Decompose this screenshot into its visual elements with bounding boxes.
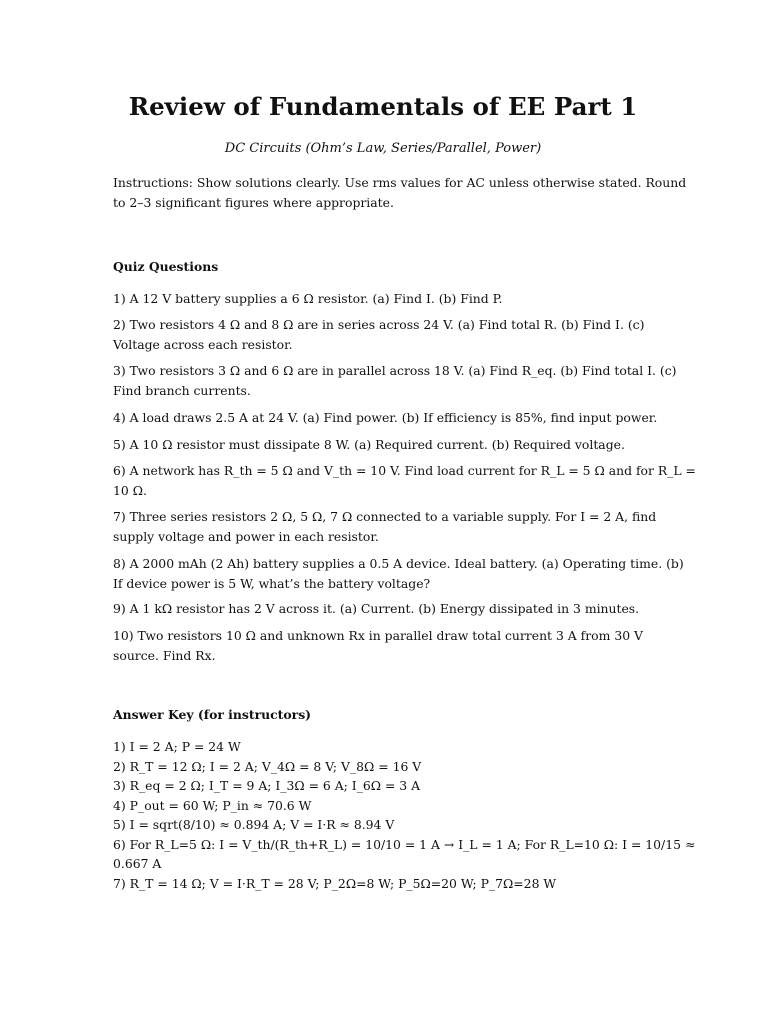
question-9 (113, 599, 653, 619)
question-line: 10 Ω. (113, 482, 147, 498)
question-line: 1) A 12 V battery supplies a 6 Ω resistor. (a) Find I. (b) Find P. (113, 291, 503, 306)
quiz-heading: Quiz Questions (113, 259, 219, 274)
question-line: Voltage across each resistor. (113, 336, 293, 352)
question-line: 4) A load draws 2.5 A at 24 V. (a) Find power. (b) If efficiency is 85%, find input power. (113, 410, 658, 425)
question-7 (113, 507, 657, 546)
question-line: source. Find Rx. (113, 647, 216, 663)
answer-line: 5) I = sqrt(8/10) ≈ 0.894 A; V = I·R ≈ 8.94 V (113, 817, 395, 832)
question-2 (113, 315, 653, 354)
question-line: 3) Two resistors 3 Ω and 6 Ω are in parallel across 18 V. (a) Find R_eq. (b) Find total I. (c) (113, 363, 677, 378)
answer-line: 0.667 A (113, 856, 162, 871)
question-3 (113, 361, 677, 400)
question-line: 9) A 1 kΩ resistor has 2 V across it. (a) Current. (b) Energy dissipated in 3 minutes. (113, 601, 640, 616)
question-line: 7) Three series resistors 2 Ω, 5 Ω, 7 Ω connected to a variable supply. For I = 2 A, find (113, 509, 657, 524)
answer-line: 4) P_out = 60 W; P_in ≈ 70.6 W (113, 797, 312, 813)
question-line: 6) A network has R_th = 5 Ω and V_th = 10 V. Find load current for R_L = 5 Ω and for R_L = (113, 463, 696, 478)
question-line: Find branch currents. (113, 382, 251, 398)
question-line: 8) A 2000 mAh (2 Ah) battery supplies a 0.5 A device. Ideal battery. (a) Operating time. (b) (113, 556, 684, 571)
question-10 (113, 626, 653, 665)
answer-line: 6) For R_L=5 Ω: I = V_th/(R_th+R_L) = 10/10 = 1 A → I_L = 1 A; For R_L=10 Ω: I = 10/15 ≈ (113, 836, 696, 852)
document-title: Review of Fundamentals of EE Part 1 (128, 92, 638, 121)
answer-line: 3) R_eq = 2 Ω; I_T = 9 A; I_3Ω = 6 A; I_6Ω = 3 A (113, 778, 421, 793)
question-1 (113, 289, 653, 309)
question-5 (113, 435, 653, 455)
answer-line: 1) I = 2 A; P = 24 W (113, 739, 241, 754)
answer-key-heading: Answer Key (for instructors) (113, 707, 312, 722)
question-line: supply voltage and power in each resistor. (113, 528, 379, 544)
question-6 (113, 461, 696, 500)
answer-key-list (113, 737, 696, 893)
answer-line: 7) R_T = 14 Ω; V = I·R_T = 28 V; P_2Ω=8 W; P_5Ω=20 W; P_7Ω=28 W (113, 875, 557, 891)
question-line: 2) Two resistors 4 Ω and 8 Ω are in series across 24 V. (a) Find total R. (b) Find I. (c) (113, 317, 645, 332)
question-line: 5) A 10 Ω resistor must dissipate 8 W. (a) Required current. (b) Required voltage. (113, 437, 625, 452)
question-8 (113, 554, 684, 593)
instructions-paragraph (113, 173, 687, 212)
instructions-line: Instructions: Show solutions clearly. Use rms values for AC unless otherwise stated. Round (113, 175, 687, 190)
question-line: 10) Two resistors 10 Ω and unknown Rx in parallel draw total current 3 A from 30 V (113, 628, 643, 643)
document-subtitle: DC Circuits (Ohm’s Law, Series/Parallel, Power) (224, 141, 542, 156)
answer-line: 2) R_T = 12 Ω; I = 2 A; V_4Ω = 8 V; V_8Ω = 16 V (113, 758, 422, 774)
question-4 (113, 408, 658, 428)
question-line: If device power is 5 W, what’s the battery voltage? (113, 575, 431, 591)
instructions-line: to 2–3 significant figures where appropriate. (113, 194, 394, 210)
